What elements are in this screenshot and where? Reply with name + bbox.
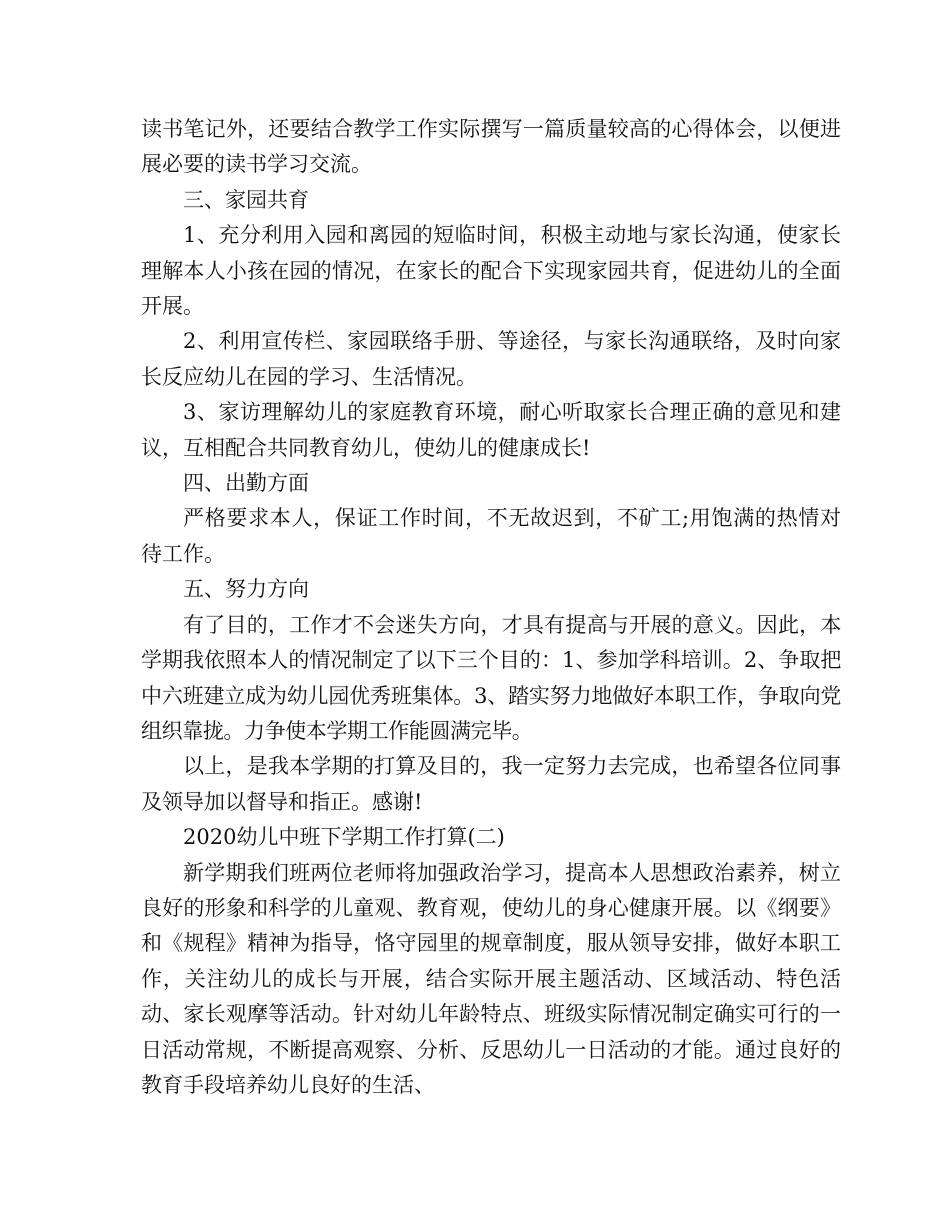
section-heading-attendance: 四、出勤方面 [183, 471, 309, 496]
paragraph-home-school-1: 1、充分利用入园和离园的短临时间，积极主动地与家长沟通，使家长理解本人小孩在园的情况，在家长的配合下实现家园共育，促进幼儿的全面开展。 [141, 223, 841, 319]
paragraph-closing: 以上，是我本学期的打算及目的，我一定努力去完成，也希望各位同事及领导加以督导和指正。感谢! [141, 754, 841, 814]
paragraph-continuation: 读书笔记外，还要结合教学工作实际撰写一篇质量较高的心得体会，以便进展必要的读书学习交流。 [141, 117, 841, 177]
section-heading-plan-two: 2020幼儿中班下学期工作打算(二) [183, 825, 505, 850]
section-heading-home-school: 三、家园共育 [183, 187, 309, 212]
paragraph-home-school-3: 3、家访理解幼儿的家庭教育环境，耐心听取家长合理正确的意见和建议，互相配合共同教育幼儿，使幼儿的健康成长! [141, 400, 841, 460]
document-body [141, 112, 841, 1103]
paragraph-direction-goals: 有了目的，工作才不会迷失方向，才具有提高与开展的意义。因此，本学期我依照本人的情况制定了以下三个目的：1、参加学科培训。2、争取把中六班建立成为幼儿园优秀班集体。3、踏实努力地做好本职工作，争取向党组织靠拢。力争使本学期工作能圆满完毕。 [141, 612, 841, 743]
paragraph-attendance: 严格要求本人，保证工作时间，不无故迟到，不矿工;用饱满的热情对待工作。 [141, 506, 841, 566]
paragraph-home-school-2: 2、利用宣传栏、家园联络手册、等途径，与家长沟通联络，及时向家长反应幼儿在园的学习、生活情况。 [141, 329, 841, 389]
paragraph-plan-two-body: 新学期我们班两位老师将加强政治学习，提高本人思想政治素养，树立良好的形象和科学的儿童观、教育观，使幼儿的身心健康开展。以《纲要》和《规程》精神为指导，恪守园里的规章制度，服从领导安排，做好本职工作，关注幼儿的成长与开展，结合实际开展主题活动、区域活动、特色活动、家长观摩等活动。针对幼儿年龄特点、班级实际情况制定确实可行的一日活动常规，不断提高观察、分析、反思幼儿一日活动的才能。通过良好的教育手段培养幼儿良好的生活、 [141, 860, 841, 1097]
section-heading-direction: 五、努力方向 [183, 577, 309, 602]
